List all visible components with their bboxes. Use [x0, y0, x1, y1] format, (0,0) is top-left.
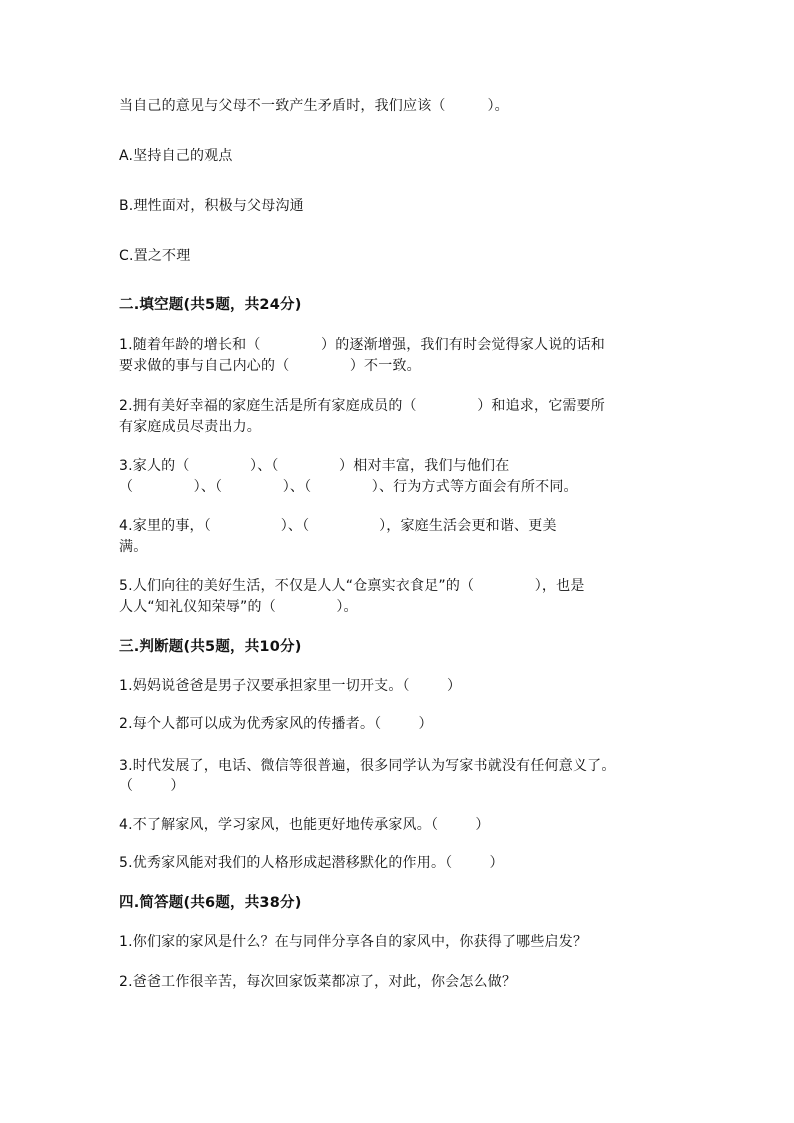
fill-q1-line2: 要求做的事与自己内心的（ ）不一致。 [119, 358, 421, 374]
fill-q1-line1: 1.随着年龄的增长和（ ）的逐渐增强，我们有时会觉得家人说的话和 [119, 337, 606, 353]
fill-q4-line1: 4.家里的事，（ ）、（ ），家庭生活会更和谐、更美 [119, 518, 557, 534]
option-b: B.理性面对，积极与父母沟通 [119, 198, 304, 214]
fill-q4-line2: 满。 [119, 539, 148, 555]
judge-q5: 5.优秀家风能对我们的人格形成起潜移默化的作用。（ ） [119, 855, 504, 871]
section-heading-true-false: 三.判断题(共5题，共10分) [119, 639, 302, 655]
question-text: 当自己的意见与父母不一致产生矛盾时，我们应该（ ）。 [119, 98, 509, 114]
option-a: A.坚持自己的观点 [119, 148, 233, 164]
fill-q5-line1: 5.人们向往的美好生活，不仅是人人“仓禀实衣食足”的（ ），也是 [119, 578, 585, 594]
fill-q3-line2: （ ）、（ ）、（ ）、行为方式等方面会有所不同。 [119, 479, 578, 495]
fill-q2-line1: 2.拥有美好幸福的家庭生活是所有家庭成员的（ ）和追求，它需要所 [119, 398, 606, 414]
judge-q3-line1: 3.时代发展了，电话、微信等很普遍，很多同学认为写家书就没有任何意义了。 [119, 758, 616, 774]
short-q2: 2.爸爸工作很辛苦，每次回家饭菜都凉了，对此，你会怎么做？ [119, 974, 517, 990]
judge-q4: 4.不了解家风，学习家风，也能更好地传承家风。（ ） [119, 817, 490, 833]
judge-q3-line2: （ ） [119, 778, 185, 794]
short-q1: 1.你们家的家风是什么？在与同伴分享各自的家风中，你获得了哪些启发？ [119, 934, 588, 950]
fill-q5-line2: 人人“知礼仪知荣辱”的（ ）。 [119, 599, 358, 615]
fill-q2-line2: 有家庭成员尽责出力。 [119, 419, 261, 435]
judge-q2: 2.每个人都可以成为优秀家风的传播者。（ ） [119, 716, 433, 732]
option-c: C.置之不理 [119, 248, 191, 264]
section-heading-short-answer: 四.简答题(共6题，共38分) [119, 895, 302, 911]
judge-q1: 1.妈妈说爸爸是男子汉要承担家里一切开支。（ ） [119, 678, 462, 694]
fill-q3-line1: 3.家人的（ ）、（ ）相对丰富，我们与他们在 [119, 458, 510, 474]
section-heading-fill-blank: 二.填空题(共5题，共24分) [119, 297, 302, 313]
